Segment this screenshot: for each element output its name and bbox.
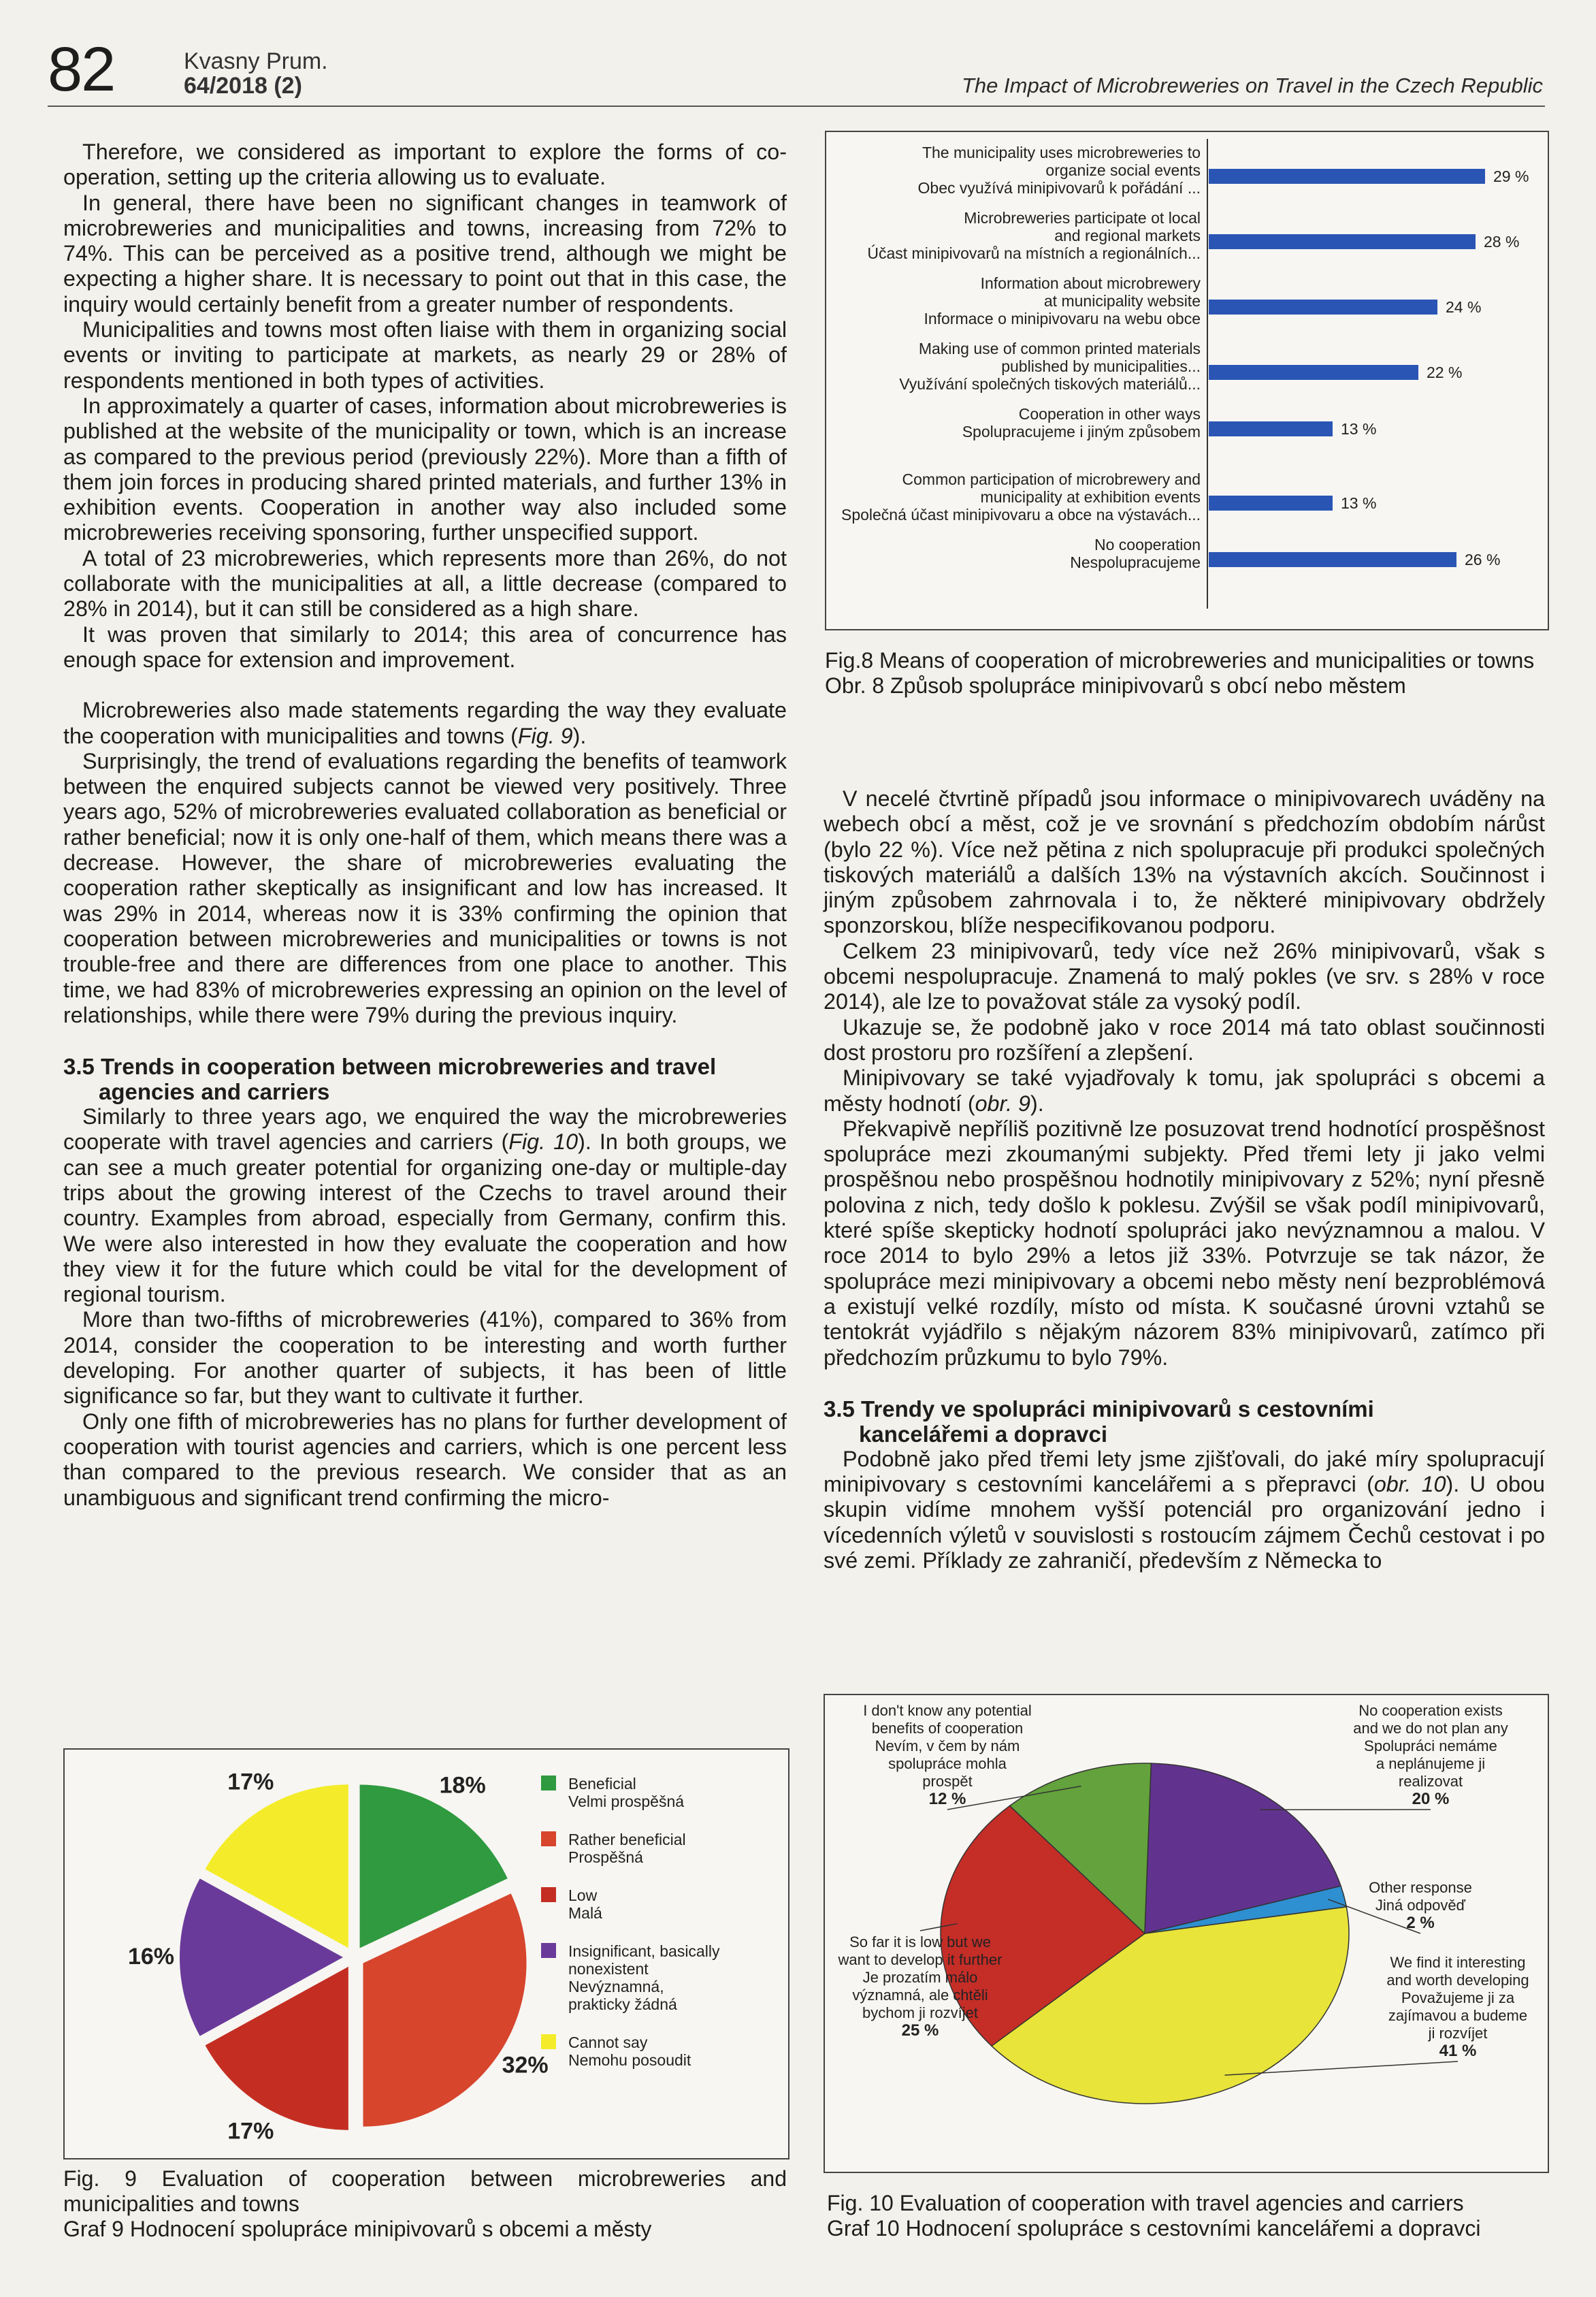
figure-9-caption: [63, 2166, 787, 2242]
slice-label: realizovat: [1398, 1773, 1463, 1790]
category-label: Spolupracujeme i jiným způsobem: [962, 423, 1201, 440]
bar: [1209, 421, 1333, 436]
category-label: municipality at exhibition events: [980, 488, 1201, 506]
slice-label: and we do not plan any: [1353, 1720, 1508, 1737]
slice-label: 2 %: [1406, 1914, 1435, 1932]
paragraph: Only one fifth of microbreweries has no plans for further development of cooperation with tourist agencies and carriers, which is one percent less than compared to the previous research. We consider that as an unambiguous and significant trend confirming the micro-: [63, 1409, 787, 1510]
journal-info: [184, 49, 328, 98]
figure-10-box: [824, 1694, 1549, 2173]
caption-cz: Graf 9 Hodnocení spolupráce minipivovarů s obcemi a městy: [63, 2217, 652, 2241]
category-label: Cooperation in other ways: [1018, 405, 1201, 423]
paragraph: It was proven that similarly to 2014; this area of concurrence has enough space for extension and improvement.: [63, 622, 787, 672]
figure-8-box: [825, 131, 1549, 630]
legend-label: nonexistent: [568, 1960, 649, 1978]
section-heading: 3.5 Trendy ve spolupráci minipivovarů s cestovními kancelářemi a dopravci: [824, 1396, 1374, 1447]
slice-label: and worth developing: [1386, 1972, 1529, 1989]
category-label: Common participation of microbrewery and: [902, 470, 1201, 488]
legend-swatch: [541, 1831, 556, 1846]
paragraph: V necelé čtvrtině případů jsou informace o minipivovarech uváděny na webech obcí a měst, což je ve srovnání s předchozím obdobím nárůst (bylo 22 %). Více než pětina z nich spolupracuje při produkci společných tiskových materiálů a dalších 13% na výstavních akcích. Součinnost i jiným způsobem zahrnovala i to, že některé minipivovary obdržely sponzorskou, blíže nespecifikovanou podporu.: [824, 786, 1545, 938]
category-label: published by municipalities...: [1001, 357, 1201, 375]
paragraph: Therefore, we considered as important to explore the forms of co-operation, setting up the criteria allowing us to evaluate.: [63, 140, 787, 190]
slice-label: bychom ji rozvíjet: [862, 2004, 978, 2021]
data-label: 13 %: [1341, 420, 1377, 438]
paragraph: Podobně jako před třemi lety jsme zjišťovali, do jaké míry spolupracují minipivovary s cestovními kancelářemi a s přepravci (obr. 10). U obou skupin vidíme mnohem vyšší potenciál pro organizování jedno i vícedenních výletů v souvislosti s rostoucím zájmem Čechů cestovat i po své zemi. Příklady ze zahraničí, především z Německa to: [824, 1446, 1545, 1573]
slice-label: Považujeme ji za: [1401, 1989, 1515, 2006]
slice-label: 18%: [439, 1772, 486, 1799]
category-label: organize social events: [1045, 161, 1201, 179]
legend-label: Velmi prospěšná: [568, 1793, 685, 1810]
slice-label: ji rozvíjet: [1428, 2025, 1488, 2042]
category-label: Obec využívá minipivovarů k pořádání ...: [917, 179, 1201, 197]
paragraph: Minipivovary se také vyjadřovaly k tomu, jak spolupráci s obcemi a městy hodnotí (obr. 9).: [824, 1065, 1545, 1116]
legend-label: Low: [568, 1886, 598, 1904]
data-label: 13 %: [1341, 494, 1377, 512]
slice-label: benefits of cooperation: [871, 1720, 1024, 1737]
slice-label: 16%: [127, 1944, 175, 1970]
legend-label: Cannot say: [568, 2034, 648, 2051]
legend-label: Nemohu posoudit: [568, 2051, 691, 2069]
pie-chart: [825, 1695, 1548, 2172]
paragraph: Municipalities and towns most often liaise with them in organizing social events or inviting to participate at markets, as nearly 29 or 28% of respondents mentioned in both types of activities.: [63, 317, 787, 393]
caption-cz: Graf 10 Hodnocení spolupráce s cestovními kancelářemi a dopravci: [827, 2216, 1481, 2240]
slice-label: významná, ale chtěli: [852, 1987, 988, 2004]
category-label: Společná účast minipivovaru a obce na výstavách...: [841, 506, 1201, 524]
caption-en: Fig. 9 Evaluation of cooperation between microbreweries and municipalities and towns: [63, 2166, 787, 2216]
figure-reference[interactable]: Fig. 10: [508, 1129, 579, 1155]
bar: [1209, 365, 1418, 380]
right-column: [824, 786, 1545, 1573]
category-label: at municipality website: [1043, 292, 1201, 310]
slice-label: a neplánujeme ji: [1375, 1755, 1486, 1772]
paragraph: Microbreweries also made statements regarding the way they evaluate the cooperation with municipalities and towns (Fig. 9).: [63, 698, 787, 748]
category-label: Information about microbrewery: [980, 274, 1201, 292]
paragraph: In general, there have been no significant changes in teamwork of microbreweries and municipalities and towns, increasing from 72% to 74%. This can be perceived as a positive trend, although we might be expecting a higher share. It is necessary to point out that in this case, the inquiry would certainly benefit from a greater number of respondents.: [63, 190, 787, 317]
figure-reference[interactable]: obr. 9: [975, 1091, 1030, 1116]
category-label: and regional markets: [1054, 227, 1201, 244]
journal-issue: 64/2018 (2): [184, 73, 302, 99]
legend-label: Malá: [568, 1904, 602, 1922]
running-title: The Impact of Microbreweries on Travel in the Czech Republic: [962, 74, 1543, 97]
category-label: Využívání společných tiskových materiálů...: [899, 375, 1201, 393]
data-label: 24 %: [1446, 298, 1482, 316]
slice-label: Je prozatím málo: [862, 1969, 978, 1986]
bar: [1209, 234, 1476, 249]
slice-label: 25 %: [901, 2021, 939, 2040]
bar: [1209, 552, 1456, 567]
paragraph: Similarly to three years ago, we enquired the way the microbreweries cooperate with travel agencies and carriers (Fig. 10). In both groups, we can see a much greater potential for organizing one-day or multiple-day trips about the growing interest of the Czechs to travel around their country. Examples from abroad, especially from Germany, confirm this. We were also interested in how they evaluate the cooperation and how they view it for the future which could be vital for the development of regional tourism.: [63, 1104, 787, 1307]
paragraph: Ukazuje se, že podobně jako v roce 2014 má tato oblast součinnosti dost prostoru pro rozšíření a zlepšení.: [824, 1014, 1545, 1065]
slice-label: 17%: [227, 1769, 274, 1795]
slice-label: 41 %: [1439, 2042, 1477, 2060]
slice-label: want to develop it further: [838, 1951, 1003, 1968]
slice-label: Nevím, v čem by nám: [875, 1737, 1020, 1754]
paragraph: In approximately a quarter of cases, information about microbreweries is published at the website of the municipality or town, which is an increase as compared to the previous period (previously 22%). More than a fifth of them join forces in producing shared printed materials, and further 13% in exhibition events. Cooperation in another way also included some microbreweries receiving sponsoring, further unspecified support.: [63, 393, 787, 545]
paragraph: Surprisingly, the trend of evaluations regarding the benefits of teamwork between the enquired subjects cannot be viewed very positively. Three years ago, 52% of microbreweries evaluated collaboration as beneficial or rather beneficial; now it is only one-half of them, which means there was a decrease. However, the share of microbreweries evaluating the cooperation rather skeptically as insignificant and low has increased. It was 29% in 2014, whereas now it is 33% confirming the opinion that cooperation between microbreweries and municipalities or towns is not trouble-free and there are differences from one place to another. This time, we had 83% of microbreweries expressing an opinion on the level of relationships, while there were 79% during the previous inquiry.: [63, 748, 787, 1027]
legend-label: Beneficial: [568, 1775, 636, 1793]
journal-name: Kvasny Prum.: [184, 48, 328, 74]
legend-label: Rather beneficial: [568, 1831, 686, 1848]
slice-label: We find it interesting: [1390, 1954, 1526, 1971]
legend-swatch: [541, 1943, 556, 1958]
caption-en: Fig.8 Means of cooperation of microbreweries and municipalities or towns: [825, 648, 1535, 673]
legend-label: Prospěšná: [568, 1848, 643, 1866]
paragraph: More than two-fifths of microbreweries (41%), compared to 36% from 2014, consider the cooperation to be interesting and worth further developing. For another quarter of subjects, it has been of little significance so far, but they want to cultivate it further.: [63, 1307, 787, 1409]
slice-label: Jiná odpověď: [1375, 1897, 1466, 1914]
legend-swatch: [541, 2034, 556, 2049]
legend-swatch: [541, 1776, 556, 1790]
data-label: 29 %: [1493, 167, 1529, 185]
paragraph: A total of 23 microbreweries, which represents more than 26%, do not collaborate with the municipalities at all, a little decrease (compared to 28% in 2014), but it can still be considered as a high share.: [63, 545, 787, 622]
slice-label: No cooperation exists: [1358, 1702, 1503, 1719]
slice-label: spolupráce mohla: [888, 1755, 1007, 1772]
figure-9-box: [63, 1748, 789, 2159]
slice-label: Spolupráci nemáme: [1364, 1737, 1497, 1754]
slice-label: 17%: [227, 2118, 274, 2145]
bar: [1209, 496, 1333, 511]
left-column: [63, 140, 787, 1511]
legend-label: prakticky žádná: [568, 1995, 677, 2013]
category-label: Microbreweries participate ot local: [964, 209, 1201, 227]
data-label: 22 %: [1427, 364, 1463, 381]
category-label: The municipality uses microbreweries to: [922, 144, 1201, 161]
legend-swatch: [541, 1887, 556, 1902]
slice-label: So far it is low but we: [849, 1933, 991, 1950]
figure-10-caption: [827, 2191, 1548, 2241]
category-label: Informace o minipivovaru na webu obce: [924, 310, 1201, 327]
category-label: No cooperation: [1094, 536, 1201, 553]
category-label: Účast minipivovarů na místních a regionálních...: [867, 244, 1201, 262]
slice-label: 12 %: [928, 1790, 966, 1808]
slice-label: prospět: [922, 1773, 973, 1790]
slice-label: zajímavou a budeme: [1388, 2007, 1528, 2024]
category-label: Making use of common printed materials: [918, 340, 1201, 357]
header-rule: [48, 106, 1545, 107]
bar-chart: [826, 132, 1548, 629]
data-label: 26 %: [1465, 551, 1501, 568]
figure-reference[interactable]: obr. 10: [1373, 1472, 1446, 1497]
page-number: 82: [48, 35, 115, 104]
paragraph: Překvapivě nepříliš pozitivně lze posuzovat trend hodnotící prospěšnost spolupráce mezi zkoumanými subjekty. Před třemi lety ji jako velmi prospěšnou nebo prospěšnou hodnotily minipivovary z 52%; nyní přesně polovina z nich, tedy došlo k poklesu. Zvýšil se však podíl minipivovarů, které spíše skepticky hodnotí spolupráci jako nevýznamnou a malou. V roce 2014 to bylo 29% a letos již 33%. Potvrzuje se tak názor, že spolupráce mezi minipivovary a obcemi nebo městy není bezproblémová a existují velké rozdíly, místo od místa. K současné úrovni vztahů se tentokrát vyjádřilo s nějakým názorem 83% minipivovarů, zatímco při předchozím průzkumu to bylo 79%.: [824, 1116, 1545, 1370]
data-label: 28 %: [1484, 233, 1520, 251]
slice-label: 20 %: [1412, 1790, 1450, 1808]
slice-label: 32%: [502, 2052, 549, 2078]
paragraph: Celkem 23 minipivovarů, tedy více než 26% minipivovarů, však s obcemi nespolupracuje. Znamená to malý pokles (ve srv. s 28% v roce 2014), ale lze to považovat stále za vysoký podíl.: [824, 938, 1545, 1014]
bar: [1209, 169, 1485, 184]
legend-label: Insignificant, basically: [568, 1942, 720, 1960]
caption-cz: Obr. 8 Způsob spolupráce minipivovarů s obcí nebo městem: [825, 673, 1406, 698]
figure-8-caption: [825, 648, 1546, 698]
category-label: Nespolupracujeme: [1070, 553, 1201, 571]
slice-label: Other response: [1369, 1879, 1472, 1896]
section-heading: 3.5 Trends in cooperation between microbreweries and travel agencies and carriers: [63, 1054, 717, 1105]
slice-label: I don't know any potential: [863, 1702, 1032, 1719]
caption-en: Fig. 10 Evaluation of cooperation with travel agencies and carriers: [827, 2191, 1464, 2215]
figure-reference[interactable]: Fig. 9: [517, 723, 573, 748]
bar: [1209, 300, 1437, 315]
legend-label: Nevýznamná,: [568, 1978, 664, 1995]
pie-chart: [65, 1750, 788, 2158]
